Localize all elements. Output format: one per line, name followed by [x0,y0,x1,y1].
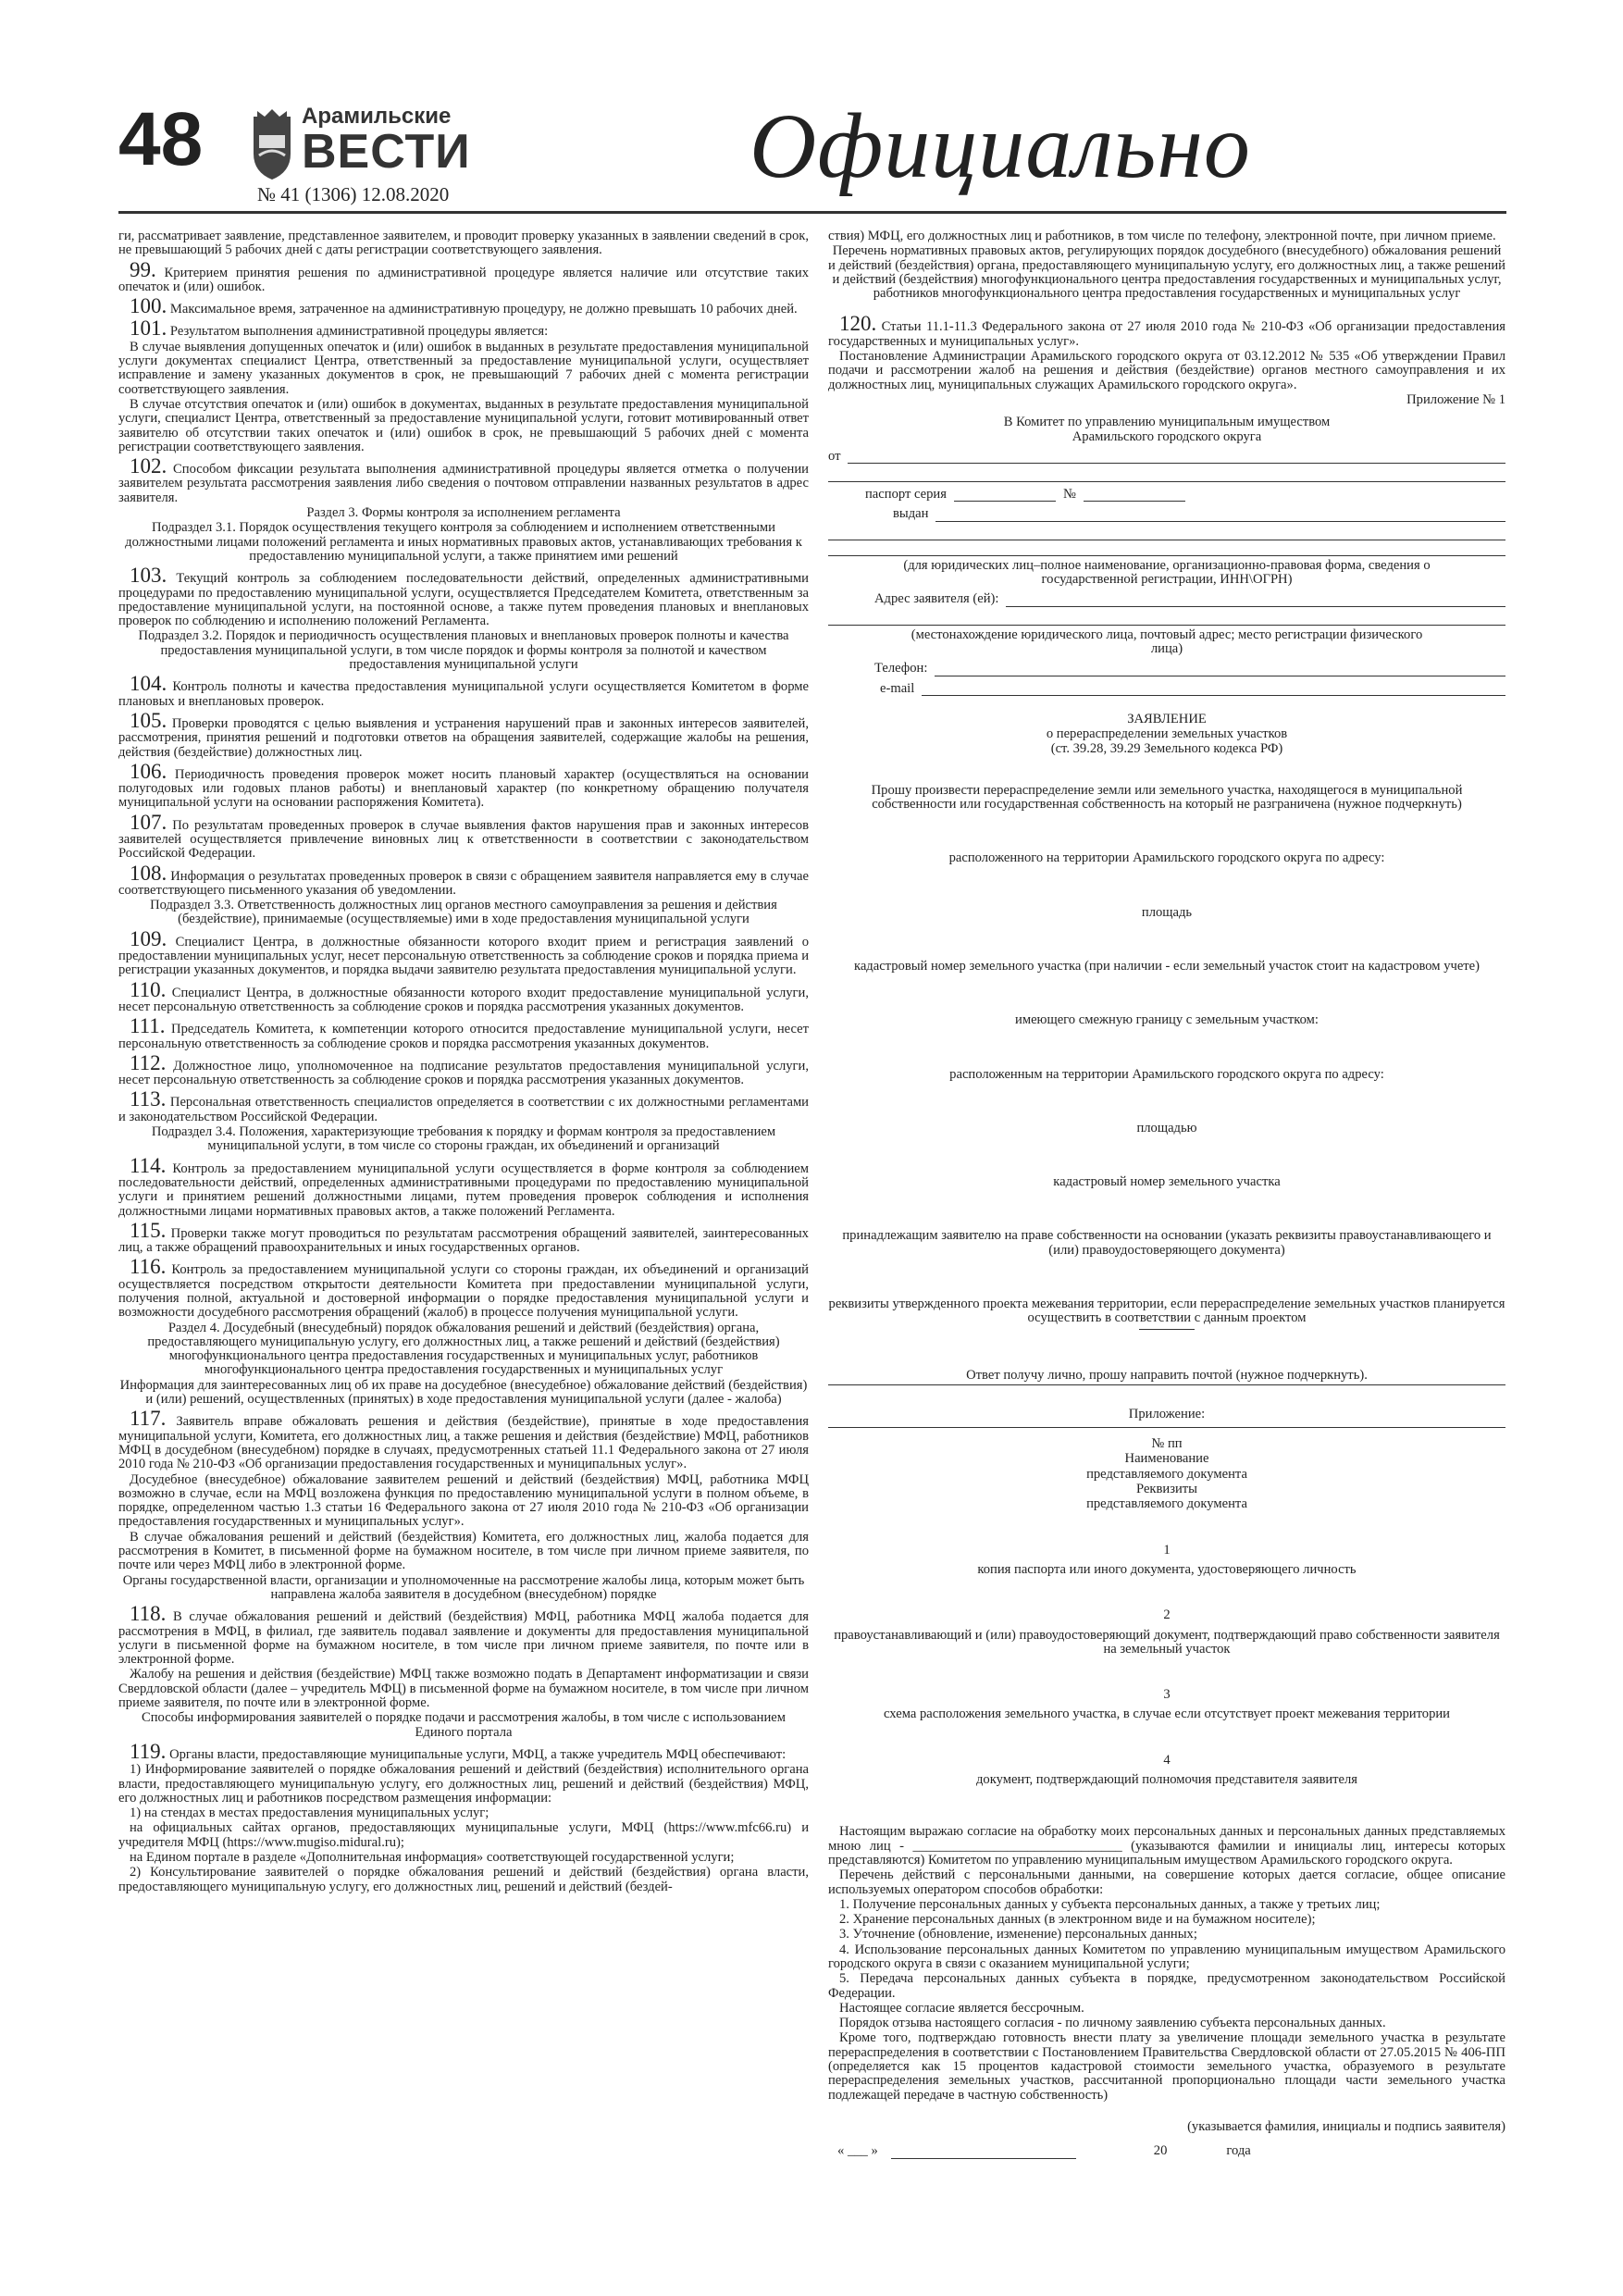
section-heading: Подраздел 3.1. Порядок осуществления текущего контроля за соблюдением и исполнением ответственными должностными лицами положений регламента и иных нормативных правовых актов, устанавливающих требования к предоставлению муниципальной услуги, а также принятием ими решений [125,520,802,564]
paragraph-number: 106. [130,759,167,783]
paragraph-number: 104. [130,672,167,696]
paragraph-text: Информация о результатах проведенных проверок в связи с обращением заявителя направляется ему в случае соответствующего письменного указания об уведомлении. [118,868,809,898]
consent-item: 2. Хранение персональных данных (в электронном виде и на бумажном носителе); [839,1912,1316,1928]
form-field-label: площадью [1136,1120,1197,1136]
paragraph [118,1851,809,1865]
paragraph-number: 120. [839,312,877,336]
section-heading: Раздел 3. Формы контроля за исполнением регламента [306,505,621,521]
section-title: Официально [750,94,1251,197]
passport-field[interactable] [828,488,1505,502]
paragraph-number: 116. [130,1255,167,1279]
paragraph [118,1741,809,1762]
consent-revoke: Порядок отзыва настоящего согласия - по личному заявлению субъекта персональных данных. [839,2016,1386,2031]
date-month-blank[interactable] [891,2145,1076,2159]
paragraph-text: Специалист Центра, в должностные обязанности которого входит предоставление муниципальной услуги, несет персональную ответственность за соблюдение сроков и порядка рассмотрения указанных документов. [118,985,809,1014]
paragraph [118,761,809,811]
table-header: Наименование [1124,1451,1209,1467]
paragraph-number: 103. [130,564,167,588]
form-field-label: кадастровый номер земельного участка (при наличии - если земельный участок стоит на кадастровом учете) [853,958,1481,974]
consent-list-title: Перечень действий с персональными данными, на совершение которых дается согласие, общее описание используемых оператором способов обработки: [828,1868,1505,1897]
paragraph-number: 119. [130,1739,167,1763]
paragraph-text: 1) на стендах в местах предоставления муниципальных услуг; [130,1806,489,1821]
section-heading: Подраздел 3.4. Положения, характеризующие требования к порядку и формам контроля за предоставлением муниципальной услуги, в том числе со стороны граждан, их объединений и организаций [151,1124,776,1154]
issue-number: № 41 (1306) 12.08.2020 [257,183,450,205]
legal-entity-note: (для юридических лиц–полное наименование, организационно-правовая форма, сведения о государственной регистрации, ИНН\ОГРН) [903,557,1431,588]
table-header: Реквизиты [1136,1482,1197,1497]
paragraph-text: Критерием принятия решения по административной процедуре является наличие или отсутствие таких опечаток и (или) ошибок. [118,265,809,294]
email-label: e-mail [880,680,915,696]
paragraph-text: Специалист Центра, в должностные обязанности которого входит прием и регистрация заявлений о предоставлении муниципальных услуг, несет персональную ответственность за соблюдение сроков и порядка приема и регистрации указанных документов, и порядка выдачи заявителю результата предоставления муниципальной услуги. [118,934,809,978]
paragraph-text: Периодичность проведения проверок может носить плановый характер (осуществляться на основании полугодовых или годовых планов работы) и внеплановый характер (по конкретному обращению получателя муниципальной услуги на основании распоряжения Комитета). [118,766,809,811]
blank-line[interactable] [828,527,1505,540]
paragraph [118,1052,809,1088]
passport-no-label: № [1062,487,1076,503]
paragraph-number: 114. [130,1153,167,1177]
paragraph-text: Способом фиксации результата выполнения административной процедуры является отметка о получении заявителем результата рассмотрения заявления либо сведения о почтовом отправлении названных результатов в адрес заявителя. [118,462,809,505]
address-field[interactable] [828,592,1505,606]
paragraph-number: 111. [130,1014,166,1038]
paragraph [118,928,809,978]
form-field-label: принадлежащим заявителю на праве собственности на основании (указать реквизиты правоустанавливающего и (или) правоудостоверяющего документа) [842,1228,1492,1258]
paragraph [118,673,809,709]
statement-subtitle: о перераспределении земельных участков [1046,726,1288,742]
logo-main-text: ВЕСТИ [302,125,471,179]
paragraph-number: 118. [130,1602,167,1626]
paragraph [118,317,809,339]
paragraph [118,812,809,862]
left-column [118,230,809,2265]
issued-label: выдан [893,506,929,522]
paragraph [118,1603,809,1667]
paragraph-number: 105. [130,708,167,732]
paragraph-text: Результатом выполнения административной процедуры является: [169,324,549,340]
table-header: № пп [1151,1436,1183,1452]
attachment-number: 3 [1163,1687,1171,1703]
date-line[interactable] [828,2144,1505,2158]
coat-of-arms-icon [248,107,296,181]
paragraph-text: Проверки проводятся с целью выявления и устранения нарушений прав и законных интересов заявителей, рассмотрения, принятия решений и подготовки ответов на обращения заявителей, содержащие жалобы на решения, действия (бездействие) должностных лиц. [118,715,809,760]
section-heading: Раздел 4. Досудебный (внесудебный) порядок обжалования решений и действий (бездействия) органа, предоставляющего муниципальную услугу, его должностных лиц, а также решений и действий (бездействия) многофункционального центра предоставления государственных и муниципальных услуг, работников многофункционального центра предоставления государственных и муниципальных услуг [147,1320,780,1378]
right-column [828,230,1505,2265]
statement-title: ЗАЯВЛЕНИЕ [1127,711,1207,726]
fee-paragraph: Кроме того, подтверждаю готовность внести плату за увеличение площади земельного участка в результате перераспределения в соответствии с Постановлением Правительства Свердловской области от 27.05.2015 № 406-ПП (определяется как 15 процентов кадастровой стоимости земельного участка, образуемого в результате перераспределения земельных участков, рассчитанной пропорционально площади части земельного участка подлежащей передаче в частную собственность) [828,2030,1505,2103]
paragraph-text: Жалобу на решения и действия (бездействие) МФЦ также возможно подать в Департамент информатизации и связи Свердловской области (далее – учредитель МФЦ) в письменной форме на бумажном носителе, в том числе при личном приеме заявителя, по почте или в электронной форме. [118,1667,809,1711]
paragraph-text: Постановление Администрации Арамильского городского округа от 03.12.2012 № 535 «Об утверждении Правил подачи и рассмотрении жалоб на решения и действия (бездействие) органов местного самоуправления и их должностных лиц, муниципальных служащих Арамильского городского округа». [828,349,1505,392]
paragraph [118,1806,809,1820]
date-year-label: года [1226,2143,1251,2159]
paragraph-text: Максимальное время, затраченное на административную процедуру, не должно превышать 10 рабочих дней. [169,302,798,317]
consent-item: 1. Получение персональных данных у субъекта персональных данных, а также у третьих лиц; [839,1896,1381,1912]
consent-item: 3. Уточнение (обновление, изменение) персональных данных; [839,1927,1197,1942]
paragraph-number: 109. [130,926,167,950]
table-header: представляемого документа [1086,1466,1247,1482]
paragraph [118,710,809,760]
intro-paragraph: ствия) МФЦ, его должностных лиц и работников, в том числе по телефону, электронной почте, при личном приеме. [828,230,1496,243]
paragraph [118,1821,809,1850]
paragraph-text: По результатам проведенных проверок в случае выявления фактов нарушения прав и законных интересов заявителей осуществляется привлечение виновных лиц к ответственности в соответствии с законодательством Российской Федерации. [118,817,809,862]
paragraph-text: В случае обжалования решений и действий (бездействия) МФЦ, работника МФЦ жалоба подается для рассмотрения в МФЦ, в филиал, где заявитель подавал заявление и документы для предоставления муниципальной услуги в письменной форме на бумажном носителе, в том числе при личном приеме заявителя, по почте или в электронной форме. [118,1609,809,1668]
paragraph-number: 117. [130,1407,167,1431]
address-note: (местонахождение юридического лица, почтовый адрес; место регистрации физического лица) [911,627,1423,656]
paragraph [118,863,809,899]
paragraph-text: В случае обжалования решений и действий (бездействия) Комитета, его должностных лиц, жалоба подается для рассмотрения в Комитет, в письменной форме на бумажном носителе, в том числе при личном приеме заявителя, по почте или через МФЦ либо в электронной форме. [118,1529,809,1573]
paragraph [118,1256,809,1320]
attachment-label: Приложение: [1128,1406,1206,1421]
form-field-label: расположенным на территории Арамильского городского округа по адресу: [949,1066,1384,1082]
paragraph [118,341,809,397]
paragraph-text: Контроль полноты и качества предоставления муниципальной услуги осуществляется Комитетом в форме плановых и внеплановых проверок. [118,679,809,709]
paragraph-text: на Едином портале в разделе «Дополнительная информация» соответствующей государственной услуги; [130,1849,735,1865]
attachment-name: документ, подтверждающий полномочия представителя заявителя [976,1772,1357,1788]
attachment-row [828,1608,1505,1657]
form-field-label: расположенного на территории Арамильского городского округа по адресу: [948,850,1385,866]
signature-note: (указывается фамилия, инициалы и подпись заявителя) [1187,2118,1505,2134]
passport-label: паспорт серия [865,487,947,503]
paragraph [118,1015,809,1051]
section-heading: Подраздел 3.3. Ответственность должностных лиц органов местного самоуправления за решения и действия (бездействие), принимаемые (осуществляемые) ими в ходе предоставления муниципальной услуги [150,898,777,927]
attachment-row [828,1544,1505,1578]
paragraph [118,1866,809,1894]
date-century: 20 [1153,2143,1168,2159]
attachment-number: 1 [1163,1542,1171,1558]
paragraph-number: 107. [130,810,167,834]
consent-paragraph: Настоящим выражаю согласие на обработку моих персональных данных и персональных данных представляемых мною лиц - _______________________________ (указываются фамилии и инициалы лиц, интересы которых представляются) Комитетом по управлению муниципальным имуществом Арамильского городского округа. [828,1824,1505,1868]
paragraph [118,1220,809,1256]
from-label: от [828,448,841,464]
section-heading: Органы государственной власти, организации и уполномоченные на рассмотрение жалобы лица, которым может быть направлена жалоба заявителя в досудебном (внесудебном) порядке [122,1572,805,1602]
paragraph [118,230,809,258]
paragraph-text: 2) Консультирование заявителей о порядке обжалования решений и действий (бездействия) органа власти, предоставляющего муниципальную услугу, его должностных лиц, решений и действий (бездей- [118,1865,809,1894]
from-field[interactable] [828,450,1505,464]
paragraph-text: ги, рассматривает заявление, представленное заявителем, и проводит проверку указанных в заявлении сведений в срок, не превышающий 5 рабочих дней с даты регистрации соответствующего заявления. [118,230,809,258]
form-field-label: реквизиты утвержденного проекта межевания территории, если перераспределение земельных участков планируется осуществить в соответствии с данным проектом [828,1296,1505,1326]
section-heading: Подраздел 3.2. Порядок и периодичность осуществления плановых и внеплановых проверок полноты и качества предоставления муниципальной услуги, в том числе порядок и формы контроля за полнотой и качеством предоставления муниципальной услуги [138,628,789,673]
form-field-label: площадь [1141,904,1193,920]
date-day: « ___ » [837,2143,878,2159]
paragraph-text: Контроль за предоставлением муниципальной услуги осуществляется в форме контроля за соблюдением последовательности действий, определенных административными процедурами по предоставлению муниципальной услуги и принятием решений должностными лицами, путем проведения проверок соблюдения и исполнения должностными лицами нормативных правовых актов, а также положений Регламента. [118,1160,809,1219]
form-field-label: кадастровый номер земельного участка [1053,1174,1281,1190]
paragraph [118,1408,809,1471]
attachment-name: копия паспорта или иного документа, удостоверяющего личность [977,1561,1357,1577]
attachment-number: 4 [1163,1752,1171,1768]
section-heading: Информация для заинтересованных лиц об их праве на досудебное (внесудебное) обжалование действий (бездействия) и (или) решений, осуществленных (принятых) в ходе предоставления муниципальной услуги (далее - жалоба) [119,1377,808,1408]
paragraph [118,1668,809,1710]
paragraph [118,1473,809,1530]
paragraph [118,979,809,1015]
paragraph-number: 112. [130,1050,167,1074]
section-heading: Способы информирования заявителей о порядке подачи и рассмотрения жалобы, в том числе с использованием Единого портала [141,1710,787,1740]
paragraph-number: 113. [130,1087,167,1111]
blank-line[interactable] [828,469,1505,482]
form-field-label: имеющего смежную границу с земельным участком: [1015,1012,1319,1028]
consent-item: 4. Использование персональных данных Комитетом по управлению муниципальным имуществом Арамильского городского округа в связи с оказанием муниципальной услуги; [828,1942,1505,1971]
paragraph [118,1531,809,1573]
attachment-row [828,1754,1505,1788]
paragraph-text: Персональная ответственность специалистов определяется в соответствии с их должностными регламентами и законодательством Российской Федерации. [118,1095,809,1124]
paragraph [118,455,809,505]
attachment-name: правоустанавливающий и (или) правоудостоверяющий документ, подтверждающий право собственности заявителя на земельный участок [834,1627,1500,1657]
header-rule [118,211,1506,214]
paragraph-text: Статьи 11.1-11.3 Федерального закона от 27 июля 2010 года № 210-ФЗ «Об организации предоставления государственных и муниципальных услуг». [828,319,1505,349]
paragraph-number: 102. [130,454,167,478]
consent-indefinite: Настоящее согласие является бессрочным. [839,2000,1084,2016]
paragraph-number: 99. [130,257,156,281]
answer-text: Ответ получу лично, прошу направить почтой (нужное подчеркнуть). [966,1367,1368,1383]
paragraph-text: Текущий контроль за соблюдением последовательности действий, определенных административными процедурами по предоставлению муниципальной услуги, осуществляется Председателем Комитета, ответственным за предоставление муниципальной услуги, на постоянной основе, а также путем проведения плановых и внеплановых проверок по соблюдению и исполнению положений Регламента. [118,571,809,629]
paragraph-text: В случае отсутствия опечаток и (или) ошибок в документах, выданных в результате предоставления муниципальной услуги, специалист Центра, ответственный за предоставление муниципальной услуги, готовит мотивированный ответ заявителю об отсутствии таких опечаток и (или) ошибок в срок, не превышающий 5 рабочих дней с момента регистрации соответствующего заявления. [118,396,809,454]
legal-acts-title: Перечень нормативных правовых актов, регулирующих порядок досудебного (внесудебного) обжалования решений и действий (бездействия) органа, предоставляющего муниципальную услугу, его должностных лиц, а также решений и действий (бездействия) многофункционального центра предоставления государственных и муниципальных услуг, работников многофункционального центра предоставления государственных и муниципальных услуг [828,243,1505,302]
form-addressee: В Комитет по управлению муниципальным имуществом Арамильского городского округа [1003,415,1331,444]
paragraph-number: 115. [130,1218,167,1242]
address-label: Адрес заявителя (ей): [874,591,999,607]
blank-line[interactable] [828,613,1505,626]
paragraph [118,1155,809,1219]
issued-field[interactable] [828,507,1505,521]
attachment-number: 2 [1163,1607,1171,1623]
statement-subtitle-2: (ст. 39.28, 39.29 Земельного кодекса РФ) [1050,741,1283,757]
blank-line[interactable] [828,543,1505,556]
paragraph-text: Председатель Комитета, к компетенции которого относится предоставление муниципальной услуги, несет персональную ответственность за соблюдение сроков и порядка рассмотрения указанных документов. [118,1022,809,1051]
paragraph [118,398,809,454]
paragraph [118,259,809,295]
paragraph-number: 108. [130,861,167,885]
paragraph-number: 101. [130,316,167,341]
paragraph-text: Проверки также могут проводиться по результатам рассмотрения обращений заявителей, заинтересованных лиц, а также обращений правоохранительных и иных государственных органов. [118,1225,809,1256]
newspaper-logo [248,104,489,183]
attachment-name: схема расположения земельного участка, в случае если отсутствует проект межевания территории [884,1706,1450,1722]
paragraph [118,565,809,628]
appendix-label: Приложение № 1 [1406,391,1505,407]
attachment-row [828,1688,1505,1722]
paragraph-text: Заявитель вправе обжаловать решения и действия (бездействие), принятые в ходе предоставления муниципальной услуги, Комитета, его должностных лиц, а также решения и действия (бездействие) МФЦ, работников МФЦ в досудебном (внесудебном) порядке в случаях, предусмотренных статьей 11.1 Федерального закона от 27 июля 2010 года № 210-ФЗ «Об организации предоставления государственных и муниципальных услуг». [118,1414,809,1472]
paragraph [118,1088,809,1124]
phone-field[interactable] [828,662,1505,676]
logo-top-text: Арамильские [302,104,452,129]
phone-label: Телефон: [874,661,928,676]
paragraph [118,295,809,316]
paragraph-number: 110. [130,977,167,1001]
paragraph-text: Органы власти, предоставляющие муниципальные услуги, МФЦ, а также учредитель МФЦ обеспечивают: [169,1746,787,1762]
paragraph-text: Контроль за предоставлением муниципальной услуги со стороны граждан, их объединений и организаций осуществляется посредством открытости деятельности Комитета при предоставлении муниципальной услуги, получения полной, актуальной и достоверной информации о порядке предоставления муниципальной услуги и возможности досудебного рассмотрения обращений (жалоб) в процессе получения муниципальной услуги. [118,1262,809,1321]
paragraph-text: Должностное лицо, уполномоченное на подписание результатов предоставления муниципальной услуги, несет персональную ответственность за соблюдение сроков и порядка рассмотрения указанных документов. [118,1058,809,1088]
email-field[interactable] [828,682,1505,696]
page-number: 48 [118,97,204,181]
consent-item: 5. Передача персональных данных субъекта в порядке, предусмотренном законодательством Российской Федерации. [828,1971,1505,2001]
paragraph-text: на официальных сайтах органов, предоставляющих муниципальные услуги, МФЦ (https://www.mfc66.ru) и учредителя МФЦ (https://www.mugiso.midural.ru); [118,1820,809,1850]
table-header: представляемого документа [1086,1496,1247,1512]
paragraph-number: 100. [130,294,167,318]
paragraph-text: 1) Информирование заявителей о порядке обжалования решений и действий (бездействия) исполнительного органа власти, предоставляющего муниципальную услугу, его должностных лиц, решений и действий (бездействия) МФЦ, его должностных лиц и работников посредством размещения информации: [118,1762,809,1806]
paragraph [118,1763,809,1806]
paragraph-text: В случае выявления допущенных опечаток и (или) ошибок в выданных в результате предоставления муниципальной услуги документах специалист Центра, ответственный за предоставление муниципальной услуги, осуществляет исправление и замену указанных документов в срок, не превышающий 7 рабочих дней с момента регистрации соответствующего заявления. [118,339,809,397]
request-text: Прошу произвести перераспределение земли или земельного участка, находящегося в муниципальной собственности или государственная собственность на который не разграничена (нужное подчеркнуть) [871,782,1463,813]
paragraph-text: Досудебное (внесудебное) обжалование заявителем решений и действий (бездействия) МФЦ, работника МФЦ возможно в случае, если на МФЦ возложена функция по предоставлению муниципальной услуги в полном объеме, в порядке, определенном частью 1.3 статьи 16 Федерального закона от 27 июля 2010 года № 210-ФЗ «Об организации предоставления государственных и муниципальных услуг». [118,1471,809,1530]
